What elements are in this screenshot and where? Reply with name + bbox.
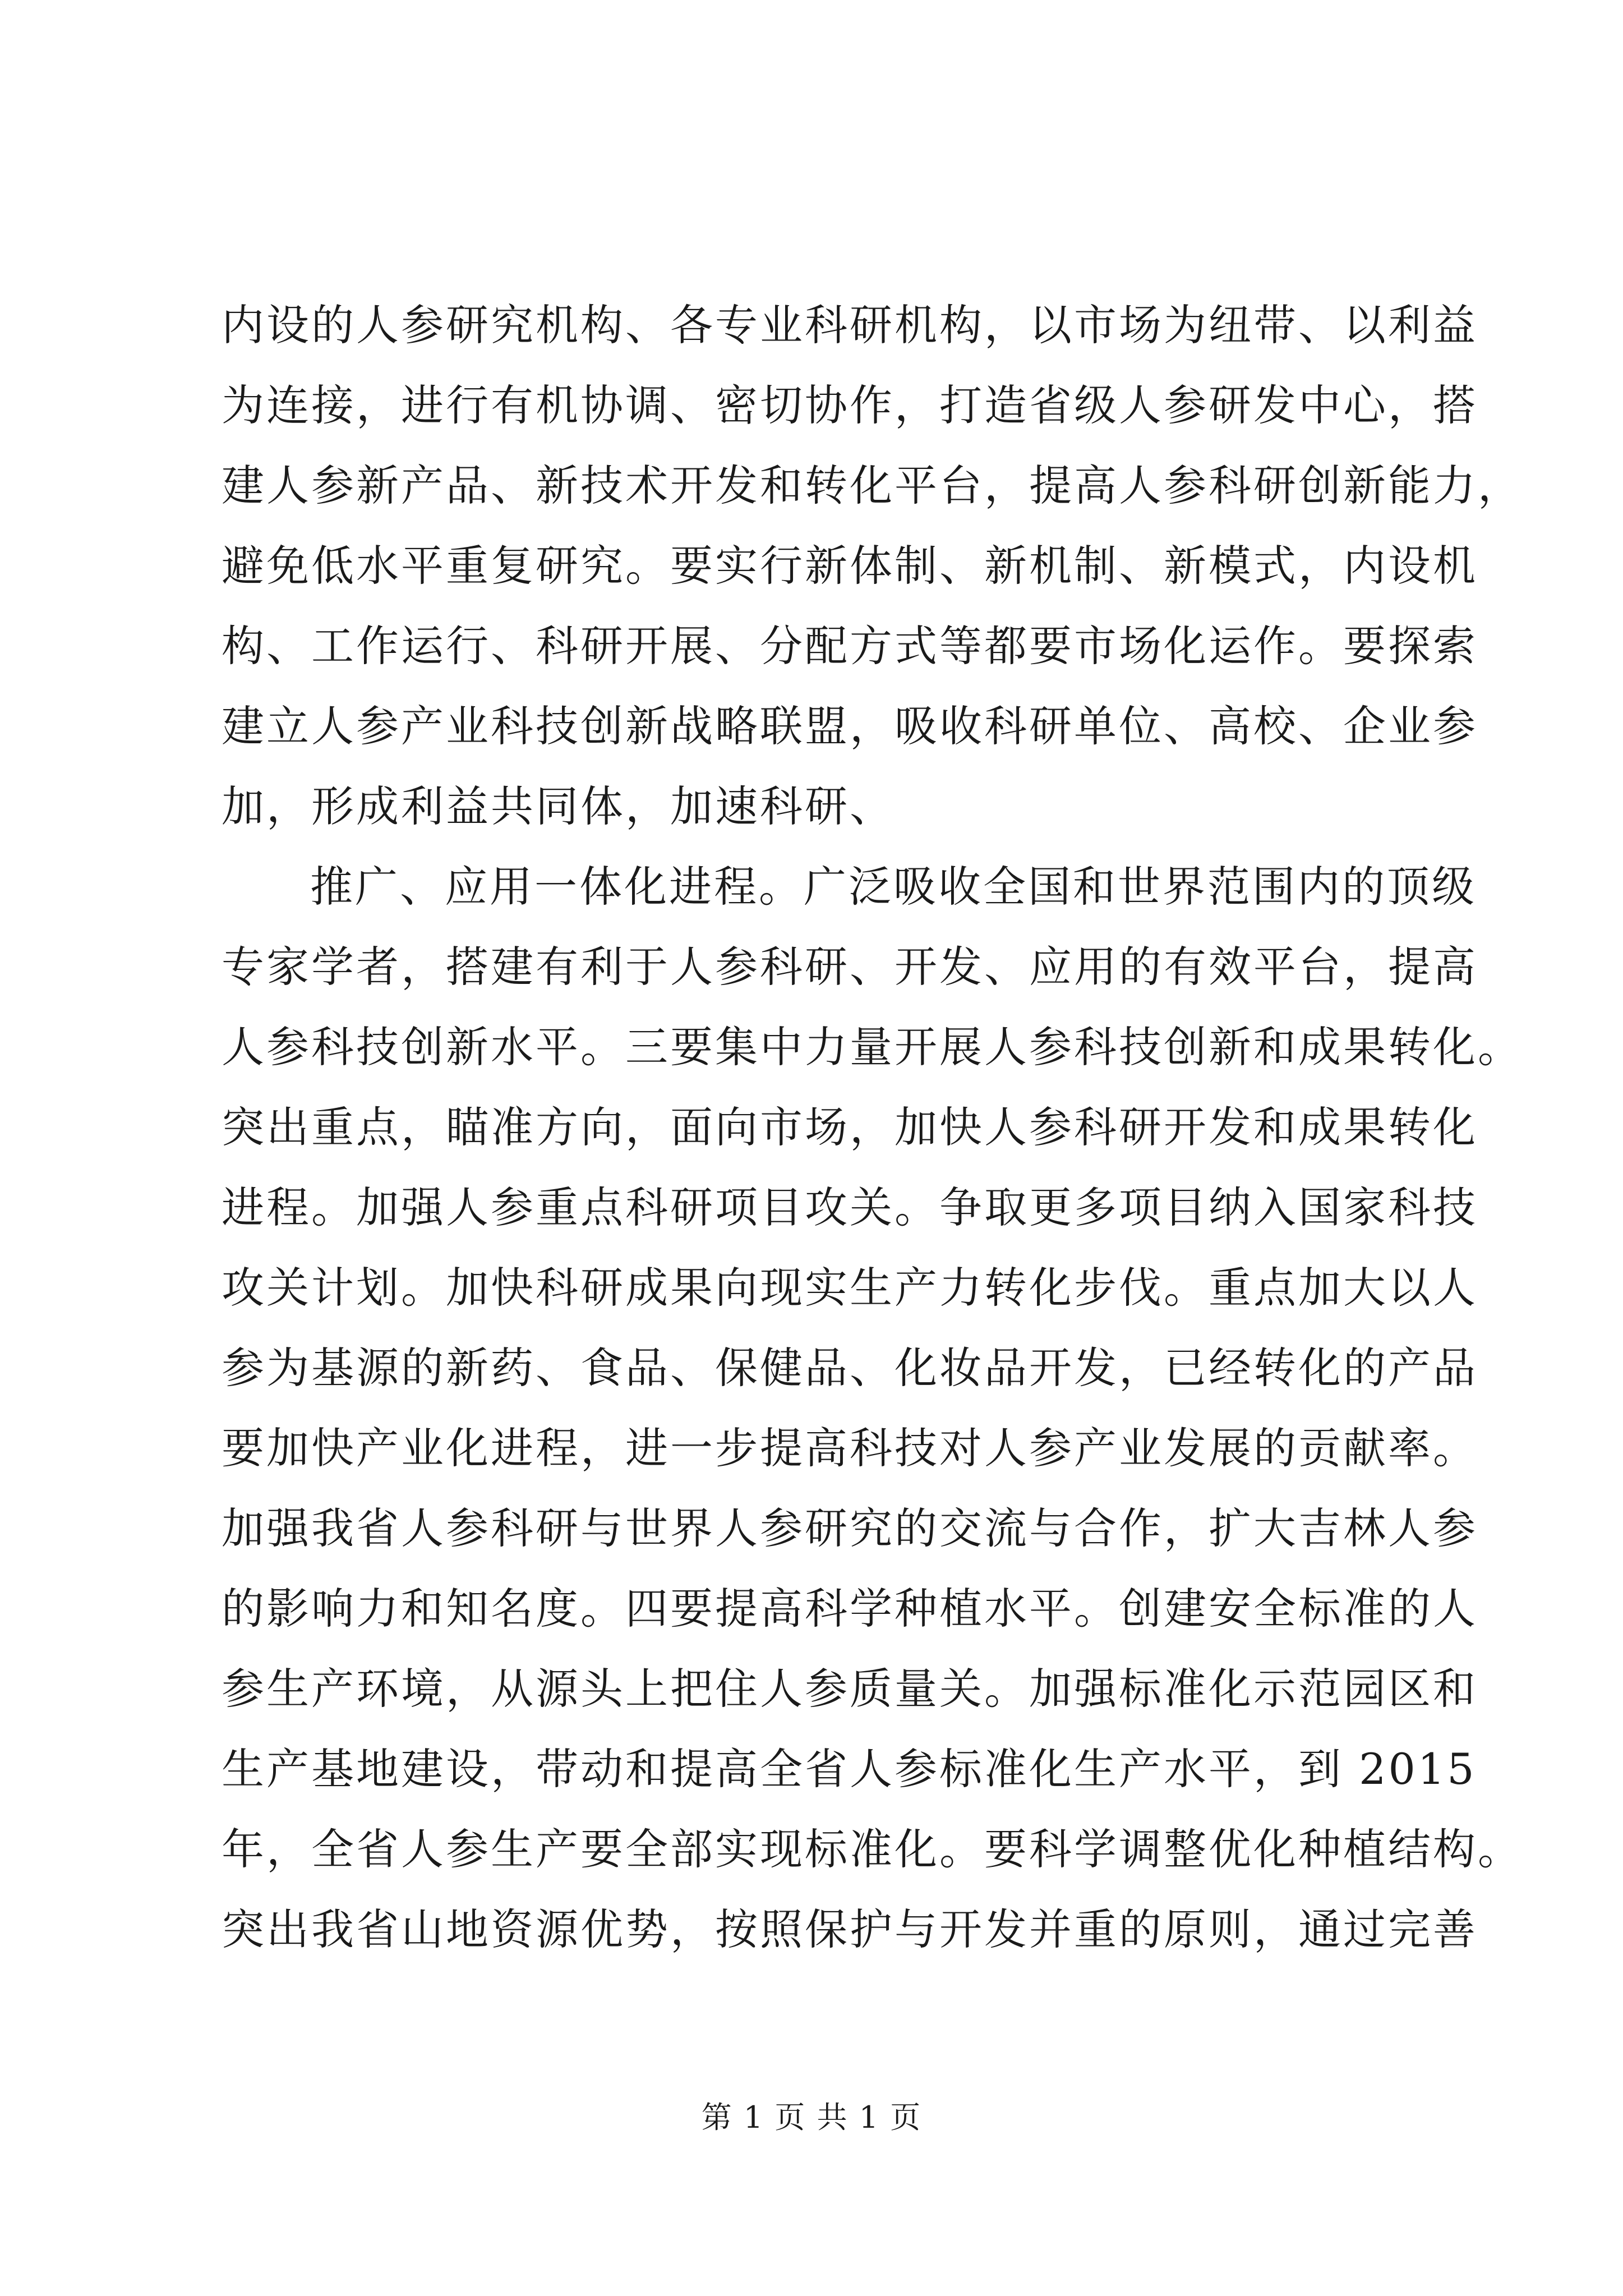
- text-line: 内设的人参研究机构、各专业科研机构，以市场为纽带、以利益: [222, 300, 1478, 350]
- text-line: 年，全省人参生产要全部实现标准化。要科学调整优化种植结构。: [222, 1824, 1523, 1874]
- paragraph-first-line: 推广、应用一体化进程。广泛吸收全国和世界范围内的顶级: [310, 862, 1477, 912]
- text-line: 建立人参产业科技创新战略联盟，吸收科研单位、高校、企业参: [222, 701, 1478, 751]
- text-line: 参生产环境，从源头上把住人参质量关。加强标准化示范园区和: [222, 1664, 1478, 1714]
- text-line: 生产基地建设，带动和提高全省人参标准化生产水平，到 2015: [222, 1744, 1477, 1794]
- text-line: 加强我省人参科研与世界人参研究的交流与合作，扩大吉林人参: [222, 1503, 1478, 1553]
- text-line: 进程。加强人参重点科研项目攻关。争取更多项目纳入国家科技: [222, 1182, 1478, 1232]
- text-line: 为连接，进行有机协调、密切协作，打造省级人参研发中心，搭: [222, 380, 1478, 430]
- text-line: 构、工作运行、科研开展、分配方式等都要市场化运作。要探索: [222, 621, 1478, 671]
- page-footer: 第 1 页 共 1 页: [701, 2100, 922, 2135]
- text-line: 参为基源的新药、食品、保健品、化妆品开发，已经转化的产品: [222, 1343, 1478, 1393]
- text-line: 避免低水平重复研究。要实行新体制、新机制、新模式，内设机: [222, 541, 1478, 591]
- text-line: 专家学者，搭建有利于人参科研、开发、应用的有效平台，提高: [222, 942, 1478, 992]
- text-line: 人参科技创新水平。三要集中力量开展人参科技创新和成果转化。: [222, 1022, 1523, 1072]
- text-line: 建人参新产品、新技术开发和转化平台，提高人参科研创新能力，: [222, 461, 1523, 510]
- text-line: 加，形成利益共同体，加速科研、: [222, 781, 895, 831]
- text-line: 突出我省山地资源优势，按照保护与开发并重的原则，通过完善: [222, 1904, 1478, 1954]
- text-line: 攻关计划。加快科研成果向现实生产力转化步伐。重点加大以人: [222, 1263, 1478, 1313]
- text-line: 突出重点，瞄准方向，面向市场，加快人参科研开发和成果转化: [222, 1102, 1478, 1152]
- text-line: 要加快产业化进程，进一步提高科技对人参产业发展的贡献率。: [222, 1423, 1478, 1473]
- text-line: 的影响力和知名度。四要提高科学种植水平。创建安全标准的人: [222, 1584, 1478, 1634]
